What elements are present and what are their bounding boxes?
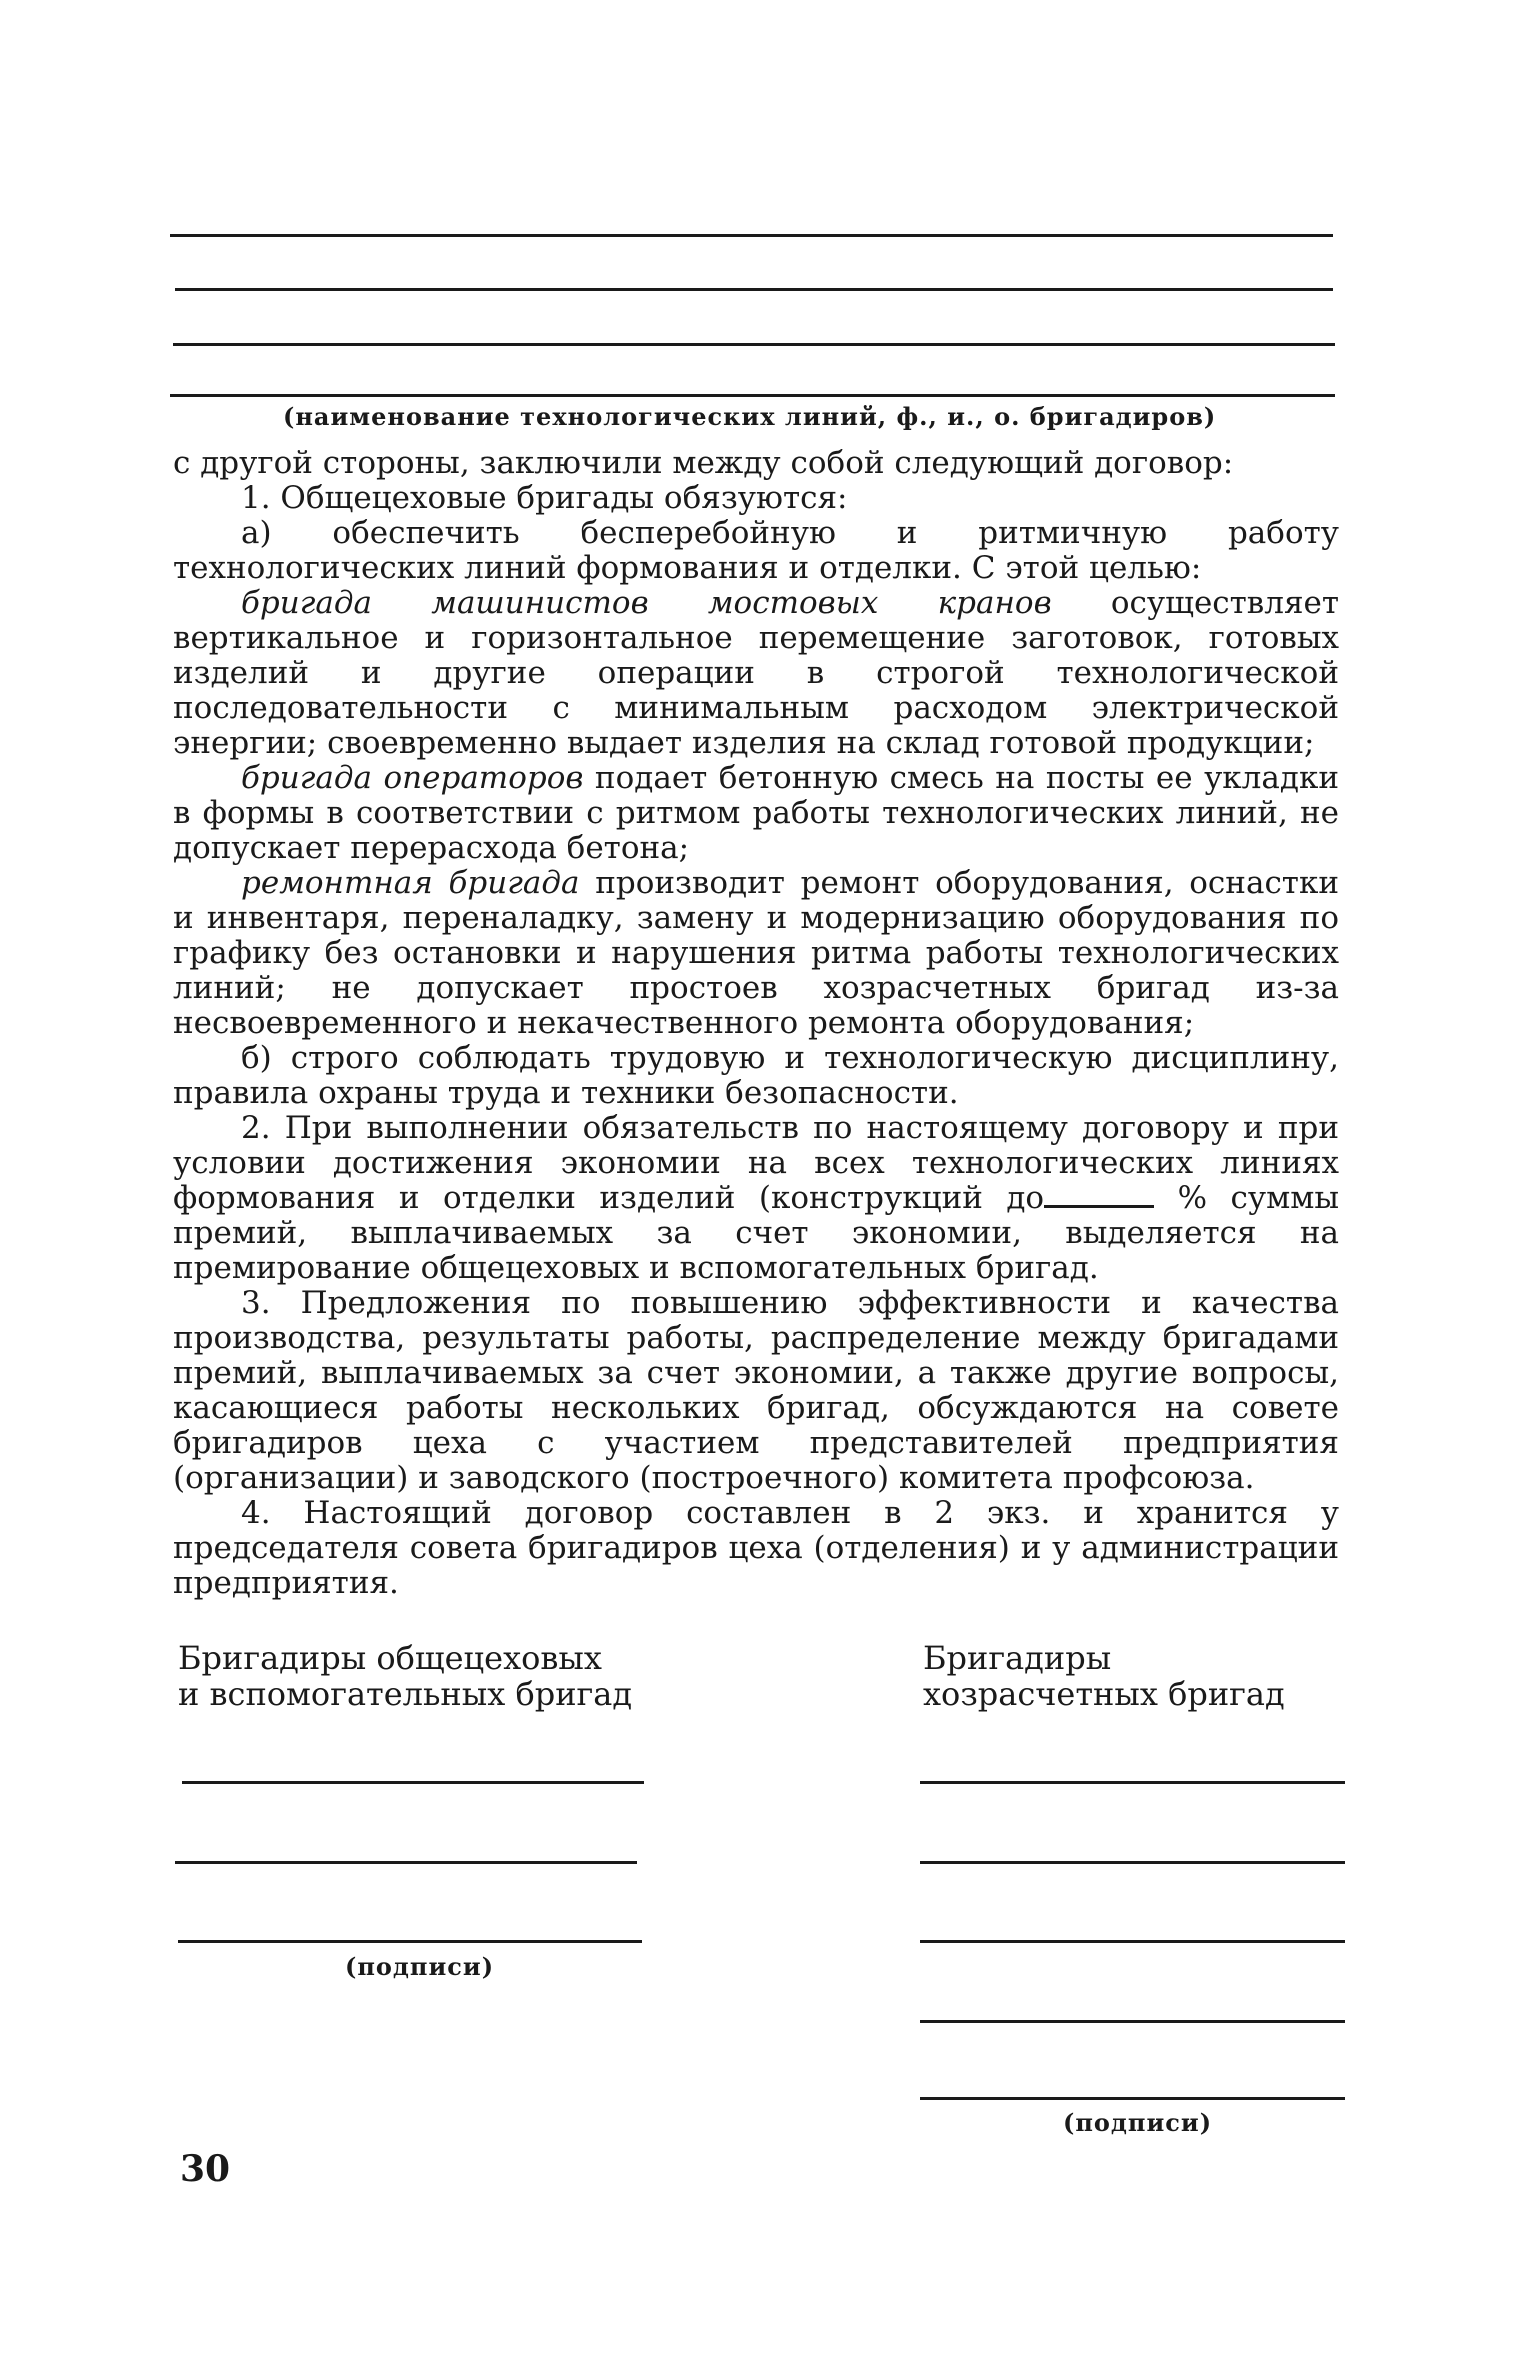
- signature-line: [920, 1781, 1345, 1784]
- signatures-right-heading: [923, 1640, 1285, 1712]
- paragraph-repair: [173, 866, 1339, 1041]
- signature-line: [920, 2097, 1345, 2100]
- percent-blank: [1044, 1183, 1154, 1208]
- blank-line: [175, 288, 1333, 291]
- paragraph-intro: с другой стороны, заключили между собой следующий договор:: [173, 445, 1234, 481]
- signatures-left-line2: и вспомогательных бригад: [178, 1675, 633, 1713]
- signatures-left-line1: Бригадиры общецеховых: [178, 1639, 602, 1677]
- paragraph-3: 3. Предложения по повышению эффективности и качества производства, результаты работы, распределение между бригадами премий, выплачиваемых за счет экономии, а также другие вопросы, касающиеся работы нескольких бригад, обсуждаются на совете бригадиров цеха с участием представителей предприятия (организации) и заводского (построечного) комитета профсоюза.: [173, 1285, 1339, 1496]
- paragraph-1a: а) обеспечить бесперебойную и ритмичную работу технологических линий формования и отделки. С этой целью:: [173, 515, 1339, 586]
- header-caption: (наименование технологических линий, ф., и., о. бригадиров): [283, 402, 1217, 431]
- paragraph-1b: б) строго соблюдать трудовую и технологическую дисциплину, правила охраны труда и техники безопасности.: [173, 1040, 1339, 1111]
- page-number: 30: [180, 2148, 231, 2190]
- signature-line: [182, 1781, 644, 1784]
- paragraph-4: 4. Настоящий договор составлен в 2 экз. и хранится у председателя совета бригадиров цеха (отделения) и у администрации предприятия.: [173, 1495, 1339, 1601]
- paragraph-1: 1. Общецеховые бригады обязуются:: [241, 480, 848, 516]
- signature-line: [920, 1861, 1345, 1864]
- contract-body: [173, 446, 1339, 1601]
- paragraph-text: осуществляет вертикальное и горизонтальное перемещение заготовок, готовых изделий и другие операции в строгой технологической последовательности с минимальным расходом электрической энергии; своевременно выдает изделия на склад готовой продукции;: [173, 585, 1339, 761]
- signature-line: [920, 1940, 1345, 1943]
- paragraph-text: производит ремонт оборудования, оснастки и инвентаря, переналадку, замену и модернизацию оборудования по графику без остановки и нарушения ритма работы технологических линий; не допускает простоев хозрасчетных бригад из-за несвоевременного и некачественного ремонта оборудования;: [173, 865, 1339, 1041]
- signature-line: [178, 1940, 642, 1943]
- signatures-right-line1: Бригадиры: [923, 1639, 1112, 1677]
- paragraph-operators: [173, 761, 1339, 866]
- signatures-right-line2: хозрасчетных бригад: [923, 1675, 1285, 1713]
- signature-line: [920, 2020, 1345, 2023]
- paragraph-2: [173, 1111, 1339, 1286]
- signatures-right-caption: (подписи): [1063, 2108, 1213, 2137]
- paragraph-lead: ремонтная бригада: [241, 865, 580, 901]
- signature-line: [175, 1861, 637, 1864]
- paragraph-text: подает бетонную смесь на посты ее укладки в формы в соответствии с ритмом работы технологических линий, не допускает перерасхода бетона;: [173, 760, 1339, 866]
- signatures-left-heading: [178, 1640, 632, 1712]
- blank-line: [170, 394, 1335, 397]
- signatures-left-caption: (подписи): [345, 1952, 495, 1981]
- paragraph-lead: бригада машинистов мостовых кранов: [241, 585, 1052, 621]
- blank-line: [173, 343, 1335, 346]
- paragraph-text: 2. При выполнении обязательств по настоящему договору и при условии достижения экономии на всех технологических линиях формования и отделки изделий (конструкций до: [173, 1110, 1339, 1216]
- blank-line: [170, 234, 1333, 237]
- paragraph-lead: бригада операторов: [241, 760, 584, 796]
- paragraph-text: % суммы премий, выплачиваемых за счет экономии, выделяется на премирование общецеховых и вспомогательных бригад.: [173, 1180, 1339, 1286]
- paragraph-cranes: [173, 586, 1339, 761]
